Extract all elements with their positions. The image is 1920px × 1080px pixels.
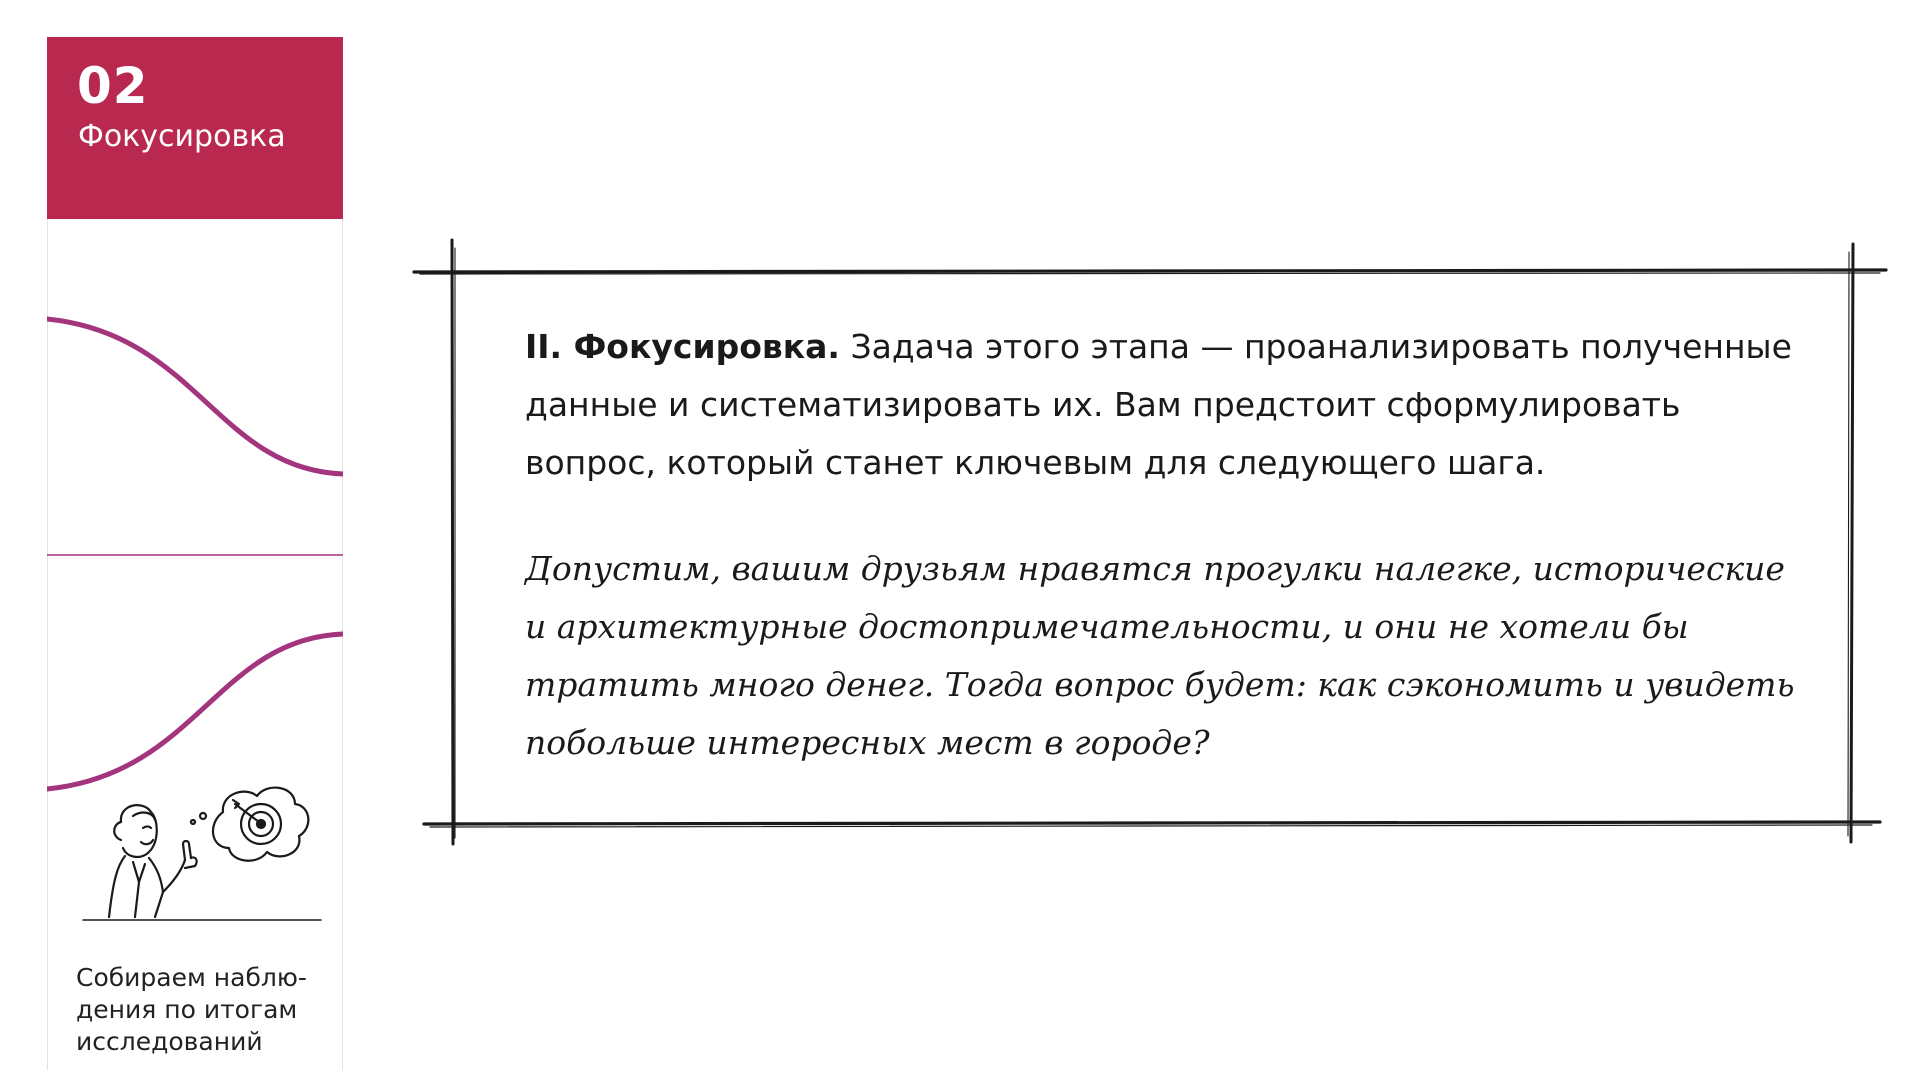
stage-description (525, 318, 1815, 492)
stage-number: 02 (77, 57, 149, 115)
stage-title: Фокусировка (78, 119, 286, 154)
stage-caption: Собираем наблю- дения по итогам исследований (76, 963, 307, 1056)
example-paragraph: Допустим, вашим друзьям нравятся прогулки налегке, исторические и архитектурные достопримечательности, и они не хотели бы тратить много денег. Тогда вопрос будет: как сэкономить и увидеть побольше интересных мест в городе? (525, 549, 1795, 762)
focus-curve-diagram (47, 219, 343, 799)
lower-diverging-curve (47, 634, 343, 789)
upper-converging-curve (47, 319, 343, 474)
stage-heading: II. Фокусировка. (525, 327, 840, 366)
stage-description-text: Задача этого этапа — проанализировать полученные данные и систематизировать их. Вам предстоит сформулировать вопрос, который станет ключевым для следующего шага. (525, 327, 1792, 482)
person-pointing-at-target-thought-icon (73, 782, 323, 942)
stage-header (47, 37, 343, 219)
frame-content (525, 318, 1815, 772)
stage-sidebar (47, 37, 343, 1070)
